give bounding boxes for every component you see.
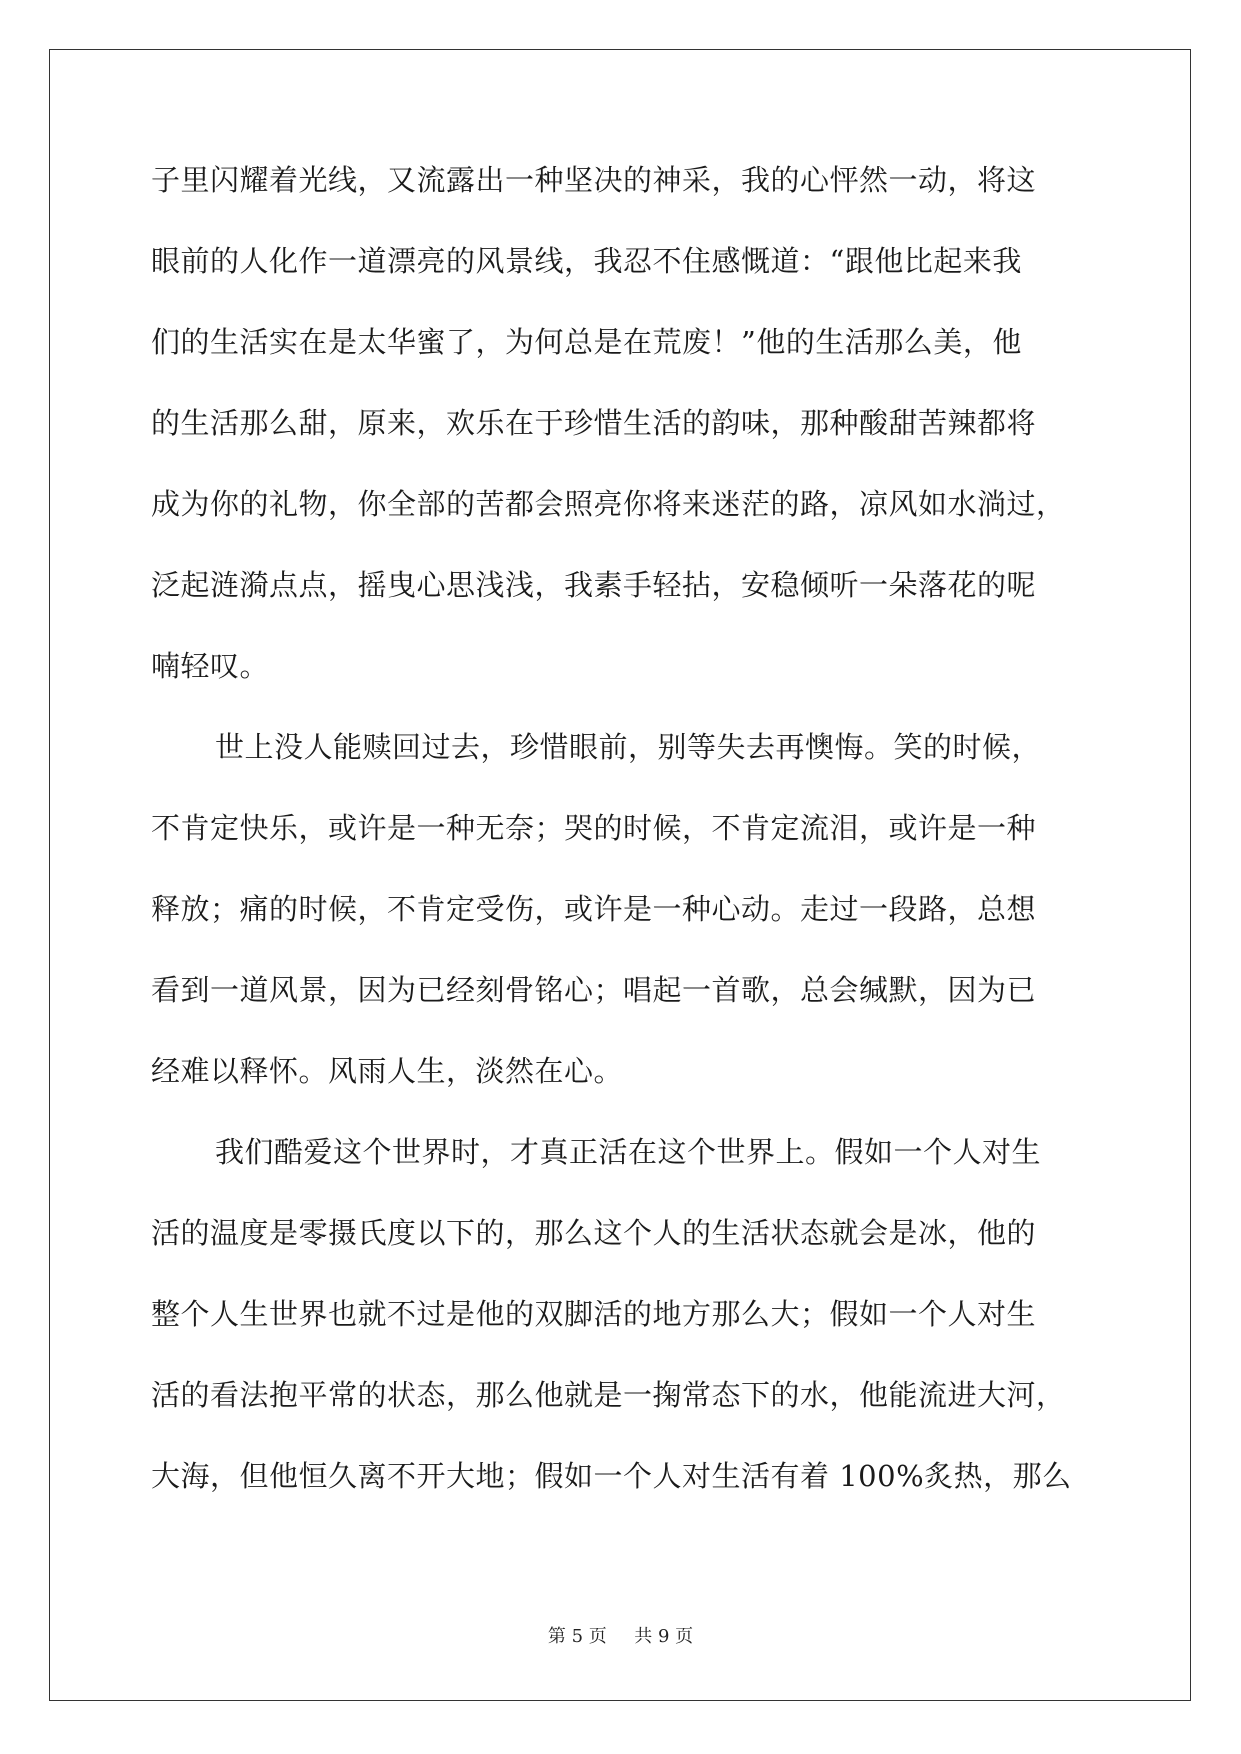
- text-line: 经难以释怀。风雨人生，淡然在心。: [151, 1054, 624, 1088]
- text-line: 看到一道风景，因为已经刻骨铭心；唱起一首歌，总会缄默，因为已: [151, 973, 1037, 1007]
- page-total: 共 9 页: [634, 1626, 694, 1647]
- paragraph-first-line: 世上没人能赎回过去，珍惜眼前，别等失去再懊悔。笑的时候，: [215, 730, 1042, 764]
- text-line: 活的看法抱平常的状态，那么他就是一掬常态下的水，他能流进大河，: [151, 1378, 1066, 1412]
- text-line: 大海，但他恒久离不开大地；假如一个人对生活有着 100%炙热，那么: [151, 1459, 1072, 1493]
- text-line: 不肯定快乐，或许是一种无奈；哭的时候，不肯定流泪，或许是一种: [151, 811, 1037, 845]
- text-line: 子里闪耀着光线，又流露出一种坚决的神采，我的心怦然一动，将这: [151, 163, 1037, 197]
- paragraph-first-line: 我们酷爱这个世界时，才真正活在这个世界上。假如一个人对生: [215, 1135, 1042, 1169]
- page-number: 第 5 页: [547, 1626, 607, 1647]
- document-body: [151, 160, 1091, 1537]
- text-line: 活的温度是零摄氏度以下的，那么这个人的生活状态就会是冰，他的: [151, 1216, 1037, 1250]
- text-line: 们的生活实在是太华蜜了，为何总是在荒废！”他的生活那么美，他: [151, 325, 1022, 359]
- text-line: 眼前的人化作一道漂亮的风景线，我忍不住感慨道：“跟他比起来我: [151, 244, 1022, 278]
- text-line: 的生活那么甜，原来，欢乐在于珍惜生活的韵味，那种酸甜苦辣都将: [151, 406, 1037, 440]
- text-line: 成为你的礼物，你全部的苦都会照亮你将来迷茫的路，凉风如水淌过，: [151, 487, 1066, 521]
- text-line: 释放；痛的时候，不肯定受伤，或许是一种心动。走过一段路，总想: [151, 892, 1037, 926]
- page-footer: [0, 1622, 1241, 1648]
- text-line: 整个人生世界也就不过是他的双脚活的地方那么大；假如一个人对生: [151, 1297, 1037, 1331]
- text-line: 喃轻叹。: [151, 649, 270, 683]
- text-line: 泛起涟漪点点，摇曳心思浅浅，我素手轻拈，安稳倾听一朵落花的呢: [151, 568, 1037, 602]
